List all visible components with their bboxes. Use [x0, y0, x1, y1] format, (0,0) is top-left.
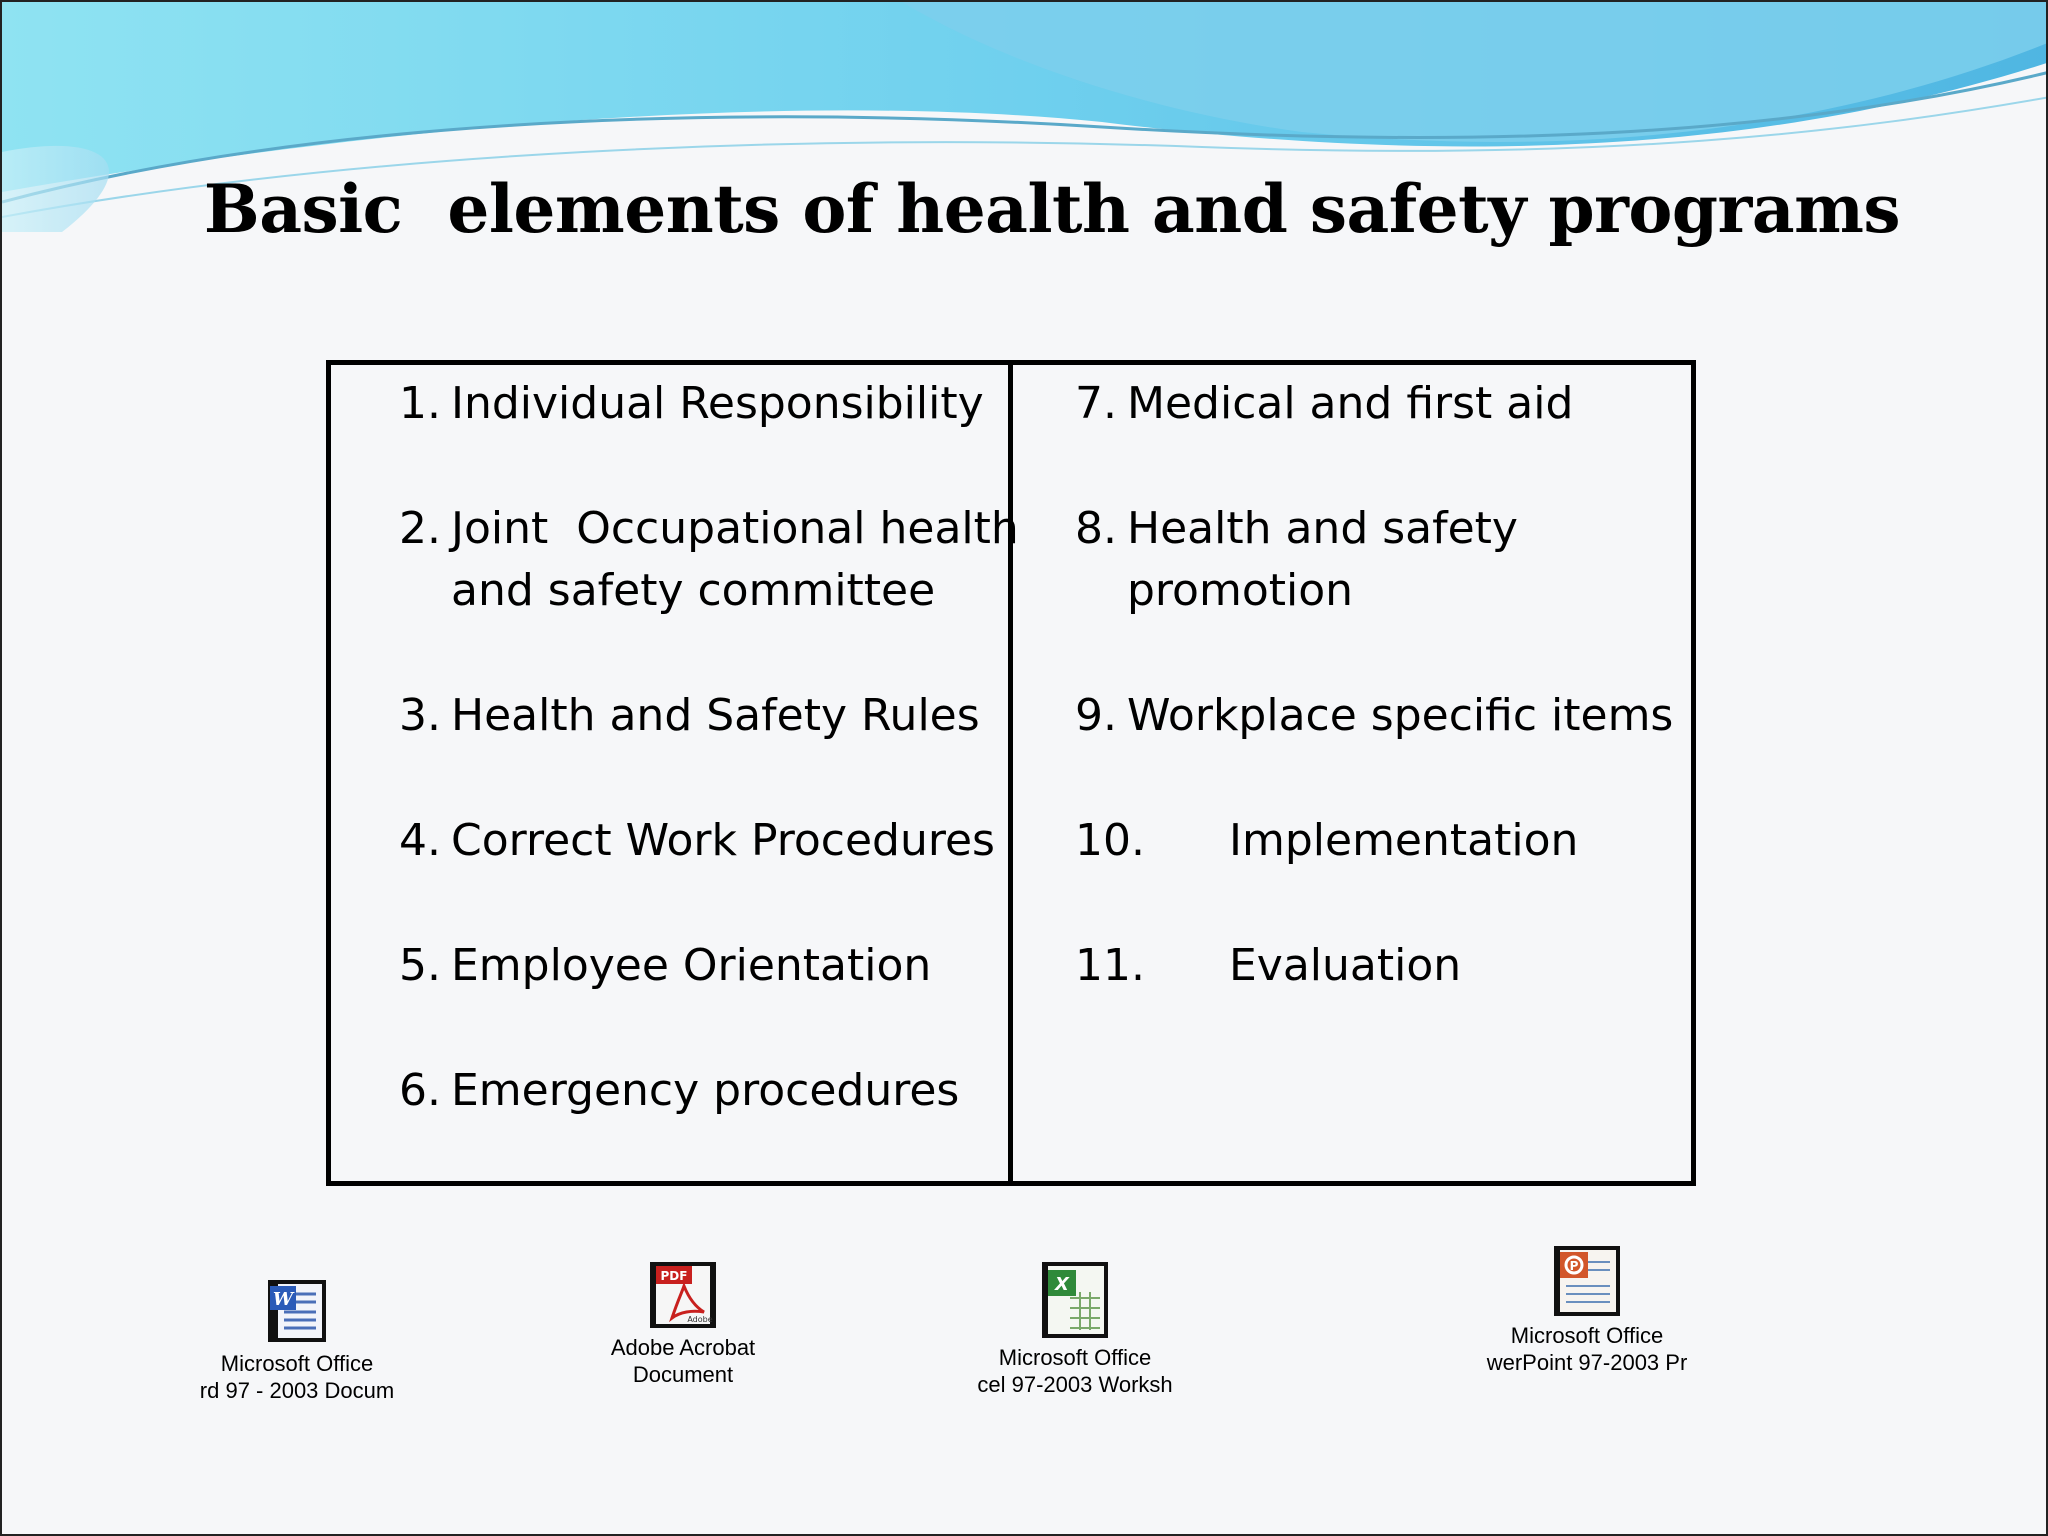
item-text: Emergency procedures — [451, 1065, 960, 1116]
item-text: Employee Orientation — [451, 940, 932, 991]
item-text: Health and Safety Rules — [451, 690, 980, 741]
attachment-excel[interactable] — [970, 1262, 1180, 1398]
item-number: 11. — [1075, 940, 1145, 991]
item-number: 8. — [1075, 503, 1117, 554]
list-item — [399, 498, 1019, 622]
list-item — [399, 1060, 959, 1122]
list-item — [1075, 498, 1518, 622]
item-number: 3. — [399, 690, 441, 741]
svg-text:PDF: PDF — [660, 1269, 688, 1283]
attachment-pdf[interactable] — [588, 1262, 778, 1388]
embedded-attachments — [2, 1242, 2048, 1442]
item-number: 9. — [1075, 690, 1117, 741]
item-text: Individual Responsibility — [451, 378, 984, 429]
list-item — [1075, 373, 1573, 435]
attachment-label-line2: werPoint 97-2003 Pr — [1486, 1350, 1688, 1375]
item-text-continued: promotion — [1127, 565, 1354, 616]
list-item — [1075, 935, 1461, 997]
list-item — [399, 935, 931, 997]
attachment-label-line2: cel 97-2003 Worksh — [977, 1372, 1173, 1397]
attachment-word[interactable] — [192, 1278, 402, 1404]
list-item — [1075, 810, 1578, 872]
right-column — [1013, 365, 1691, 1181]
item-number: 5. — [399, 940, 441, 991]
item-number: 7. — [1075, 378, 1117, 429]
attachment-label-line2: rd 97 - 2003 Docum — [199, 1378, 395, 1403]
attachment-label-line1: Adobe Acrobat — [610, 1335, 756, 1360]
item-text: Correct Work Procedures — [451, 815, 995, 866]
attachment-powerpoint[interactable] — [1480, 1246, 1694, 1376]
item-text: Medical and first aid — [1127, 378, 1574, 429]
item-number: 2. — [399, 503, 441, 554]
item-text: Implementation — [1229, 815, 1579, 866]
svg-text:P: P — [1569, 1259, 1579, 1273]
left-column — [331, 365, 1019, 1181]
elements-table — [326, 360, 1696, 1186]
slide-title: Basic elements of health and safety programs — [203, 170, 1901, 248]
item-text: Health and safety — [1127, 503, 1518, 554]
attachment-label-line1: Microsoft Office — [1510, 1323, 1664, 1348]
svg-text:W: W — [272, 1289, 294, 1310]
item-text: Workplace specific items — [1127, 690, 1674, 741]
powerpoint-presentation-icon — [1552, 1246, 1622, 1316]
item-number: 4. — [399, 815, 441, 866]
item-text-continued: and safety committee — [451, 565, 936, 616]
excel-worksheet-icon — [1040, 1262, 1110, 1338]
item-number: 10. — [1075, 815, 1145, 866]
list-item — [399, 810, 995, 872]
attachment-label-line1: Microsoft Office — [998, 1345, 1152, 1370]
list-item — [399, 373, 984, 435]
item-number: 6. — [399, 1065, 441, 1116]
svg-text:Adobe: Adobe — [687, 1315, 713, 1324]
list-item — [399, 685, 980, 747]
item-text: Joint Occupational health — [451, 503, 1019, 554]
svg-text:X: X — [1055, 1274, 1069, 1295]
item-text: Evaluation — [1229, 940, 1462, 991]
item-number: 1. — [399, 378, 441, 429]
word-document-icon — [264, 1278, 330, 1344]
attachment-label-line1: Microsoft Office — [220, 1351, 374, 1376]
attachment-label-line2: Document — [632, 1362, 734, 1387]
pdf-document-icon — [648, 1262, 718, 1328]
list-item — [1075, 685, 1673, 747]
